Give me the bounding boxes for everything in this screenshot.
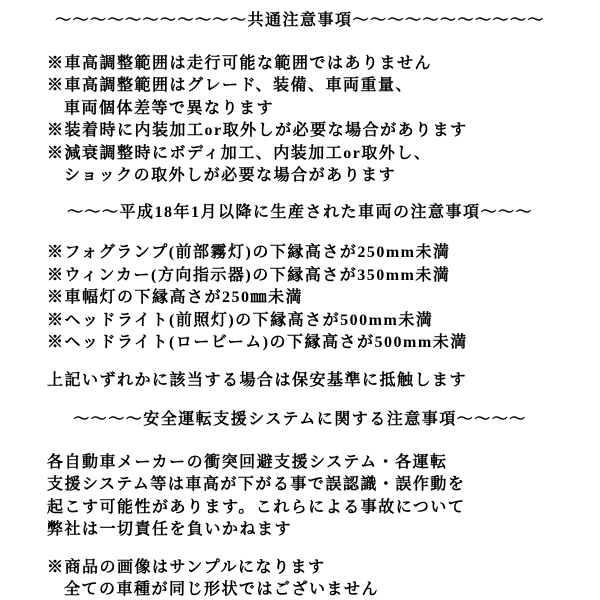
notice-line: ※ヘッドライト(ロービーム)の下縁高さが500mm未満 (47, 334, 468, 351)
notice-line: ※減衰調整時にボディ加工、内装加工or取外し、 (47, 144, 432, 162)
notice-line: ※車高調整範囲はグレード、装備、車両重量、 (47, 77, 414, 94)
notice-line: ※車幅灯の下縁高さが250㎜未満 (47, 289, 304, 306)
paragraph-line: 各自動車メーカーの衝突回避支援システム・各運転 (47, 453, 448, 471)
sample-image-notes-section (0, 557, 600, 600)
notice-line: ※装着時に内装加工or取外しが必要な場合があります (47, 122, 468, 139)
notice-line: ※フォグランプ(前部霧灯)の下縁高さが250mm未満 (47, 244, 451, 261)
paragraph-line: 起こす可能性があります。これらによる事故について (47, 498, 466, 516)
paragraph-line: 弊社は一切責任を負いかねます (47, 521, 293, 538)
section-header-safety-system: ～～～～安全運転支援システムに関する注意事項～～～～ (73, 411, 527, 428)
paragraph-line: 支援システム等は車高が下がる事で誤認識・誤作動を (47, 476, 466, 493)
notice-line-continuation: ショックの取外しが必要な場合があります (64, 167, 397, 184)
section-header-common-notes: ～～～～～～～～～～～共通注意事項～～～～～～～～～～～ (54, 12, 545, 29)
common-notes-section (0, 53, 600, 188)
section-header-post-heisei18: ～～～平成18年1月以降に生産された車両の注意事項～～～ (66, 203, 533, 221)
notice-line: ※ヘッドライト(前照灯)の下縁高さが500mm未満 (47, 311, 434, 329)
notice-line: ※商品の画像はサンプルになります (47, 558, 326, 576)
lamp-conclusion-section (0, 370, 600, 393)
notice-line: ※車高調整範囲は走行可能な範囲ではありません (47, 54, 433, 72)
notice-line-continuation: 車両個体差等で異なります (64, 99, 275, 117)
safety-paragraph-section (0, 452, 600, 542)
lamp-conclusion-line: 上記いずれかに該当する場合は保安基準に抵触します (47, 371, 468, 389)
notice-line: ※ウィンカー(方向指示器)の下縁高さが350mm未満 (47, 266, 451, 284)
notice-line-continuation: 全ての車種が同じ形状ではございません (64, 581, 380, 598)
lamp-height-notes-section (0, 242, 600, 355)
